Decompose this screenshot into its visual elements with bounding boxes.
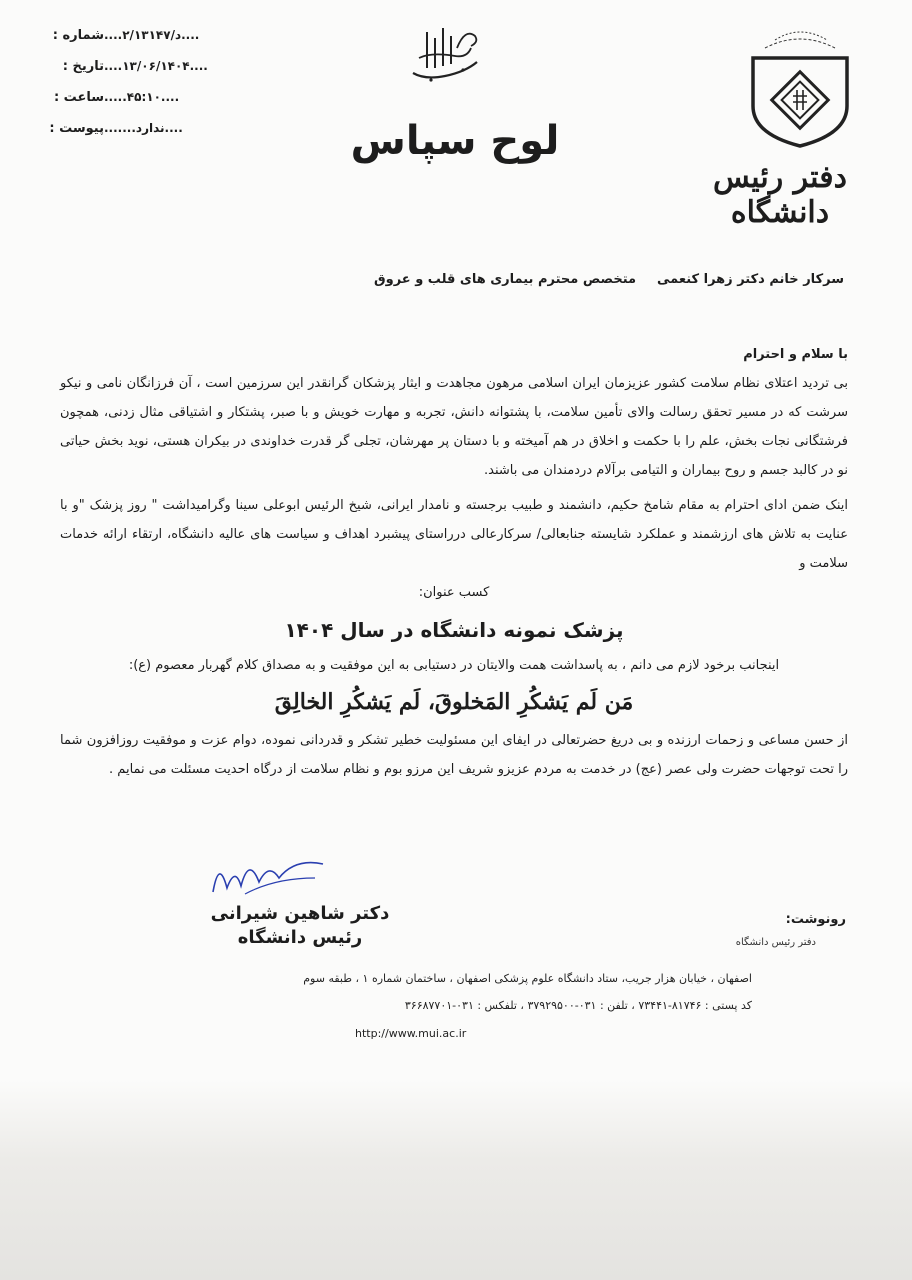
footer-url[interactable]: http://www.mui.ac.ir (355, 1027, 467, 1040)
award-title: پزشک نمونه دانشگاه در سال ١۴٠۴ (284, 618, 624, 642)
recipient-role: متخصص محترم بیماری های قلب و عروق (374, 272, 637, 287)
paragraph-praise: بی تردید اعتلای نظام سلامت کشور عزیزمان ایران اسلامی مرهون مجاهدت و ایثار پزشکان گرانقدر این سرزمین است ، آن فرزانگان نامی و نیکو سرشت که در مسیر تحقق رسالت والای تأمین سلامت، با پشتوانه دانش، تجربه و مهارت خویش و با صبر، پشتکار و اشتیاقی مثال زدنی، همچون فرشتگانی نجات بخش، علم را با حکمت و اخلاق در هم آمیخته و با دستان پر مهرشان، تجلی گر قدرت خداوندی در بیکران هستی، نوید بخش حیاتی نو در کالبد جسم و روح بیماران و التیامی برآلام دردمندان می باشند. (60, 376, 848, 478)
signer-title: رئیس دانشگاه (237, 927, 363, 948)
document-title: لوح سپاس (350, 118, 560, 164)
meta-time (40, 90, 250, 121)
footer-contact-line: کد پستی : ٨١٧۴۶-٧٣۴۴١ ، تلفن : ٠٣١-٣٧٩٢٩۵٠٠ ، تلفکس : ٠٣١-٣۶۶٨٧٧٠١ (404, 999, 752, 1012)
meta-label: پیوست : (49, 121, 104, 136)
meta-value: ....د/٢/١٣١۴٧.... (104, 28, 200, 42)
meta-label: ساعت : (53, 90, 104, 105)
carbon-copy (736, 912, 846, 948)
meta-number (40, 28, 250, 59)
hadith-quote: مَن لَم یَشکُرِ المَخلوقَ، لَم یَشکُرِ الخالِقَ (274, 689, 634, 715)
meta-attachment (40, 121, 250, 152)
footer-address (180, 965, 752, 1019)
handwritten-signature-icon (205, 848, 335, 900)
recipient-name: سرکار خانم دکتر زهرا کنعمی (657, 272, 844, 287)
paragraph-occasion: اینک ضمن ادای احترام به مقام شامخ حکیم، دانشمند و طبیب برجسته و نامدار ایرانی، شیخ الرئیس ابوعلی سینا وگرامیداشت " روز پزشک "و با عنایت به تلاش های ارزشمند و عملکرد شایسته جنابعالی/ سرکارعالی درراستای پیشبرد اهداف و سیاست های عالیه دانشگاه، ارتقاء ارائه خدمات سلامت و (60, 498, 848, 571)
organization-name: دفتر رئیس دانشگاه (713, 160, 847, 230)
page-bottom-shade (0, 1080, 912, 1280)
paragraph-closing: از حسن مساعی و زحمات ارزنده و بی دریغ حضرتعالی در ایفای این مسئولیت خطیر تشکر و قدردانی نموده، دوام عزت و موفقیت روزافزون شما را تحت توجهات حضرت ولی عصر (عج) در خدمت به مردم عزیزو شریف این مرزو بوم و نظام سلامت از درگاه احدیت مسئلت می نمایم . (60, 733, 848, 777)
earned-label: کسب عنوان: (418, 585, 490, 600)
footer-address-line: اصفهان ، خیابان هزار جریب، ستاد دانشگاه علوم پزشکی اصفهان ، ساختمان شماره ١ ، طبقه سوم (303, 972, 752, 985)
letter-meta (40, 28, 250, 152)
meta-label: تاریخ : (62, 59, 104, 74)
letter-body (60, 340, 848, 784)
bismillah-calligraphy-icon (405, 18, 485, 88)
greeting: با سلام و احترام (743, 347, 848, 362)
cc-item: دفتر رئیس دانشگاه (735, 937, 816, 948)
meta-label: شماره : (52, 28, 104, 43)
recipient-line (374, 272, 844, 287)
meta-value: ....١۴٠۴/٠۶/١٣.... (104, 59, 208, 73)
university-seal-icon (735, 18, 865, 148)
signer-block (210, 902, 390, 950)
meta-date (40, 59, 250, 90)
meta-value: ....ندارد....... (104, 121, 183, 135)
meta-value: ....١٠:۴۵..... (104, 90, 180, 104)
paragraph-thanks-intro: اینجانب برخود لازم می دانم ، به پاسداشت همت والایتان در دستیابی به این موفقیت و به مصداق کلام گهربار معصوم (ع): (128, 658, 780, 673)
cc-label: رونوشت: (785, 912, 846, 927)
signer-name: دکتر شاهین شیرانی (210, 903, 390, 924)
